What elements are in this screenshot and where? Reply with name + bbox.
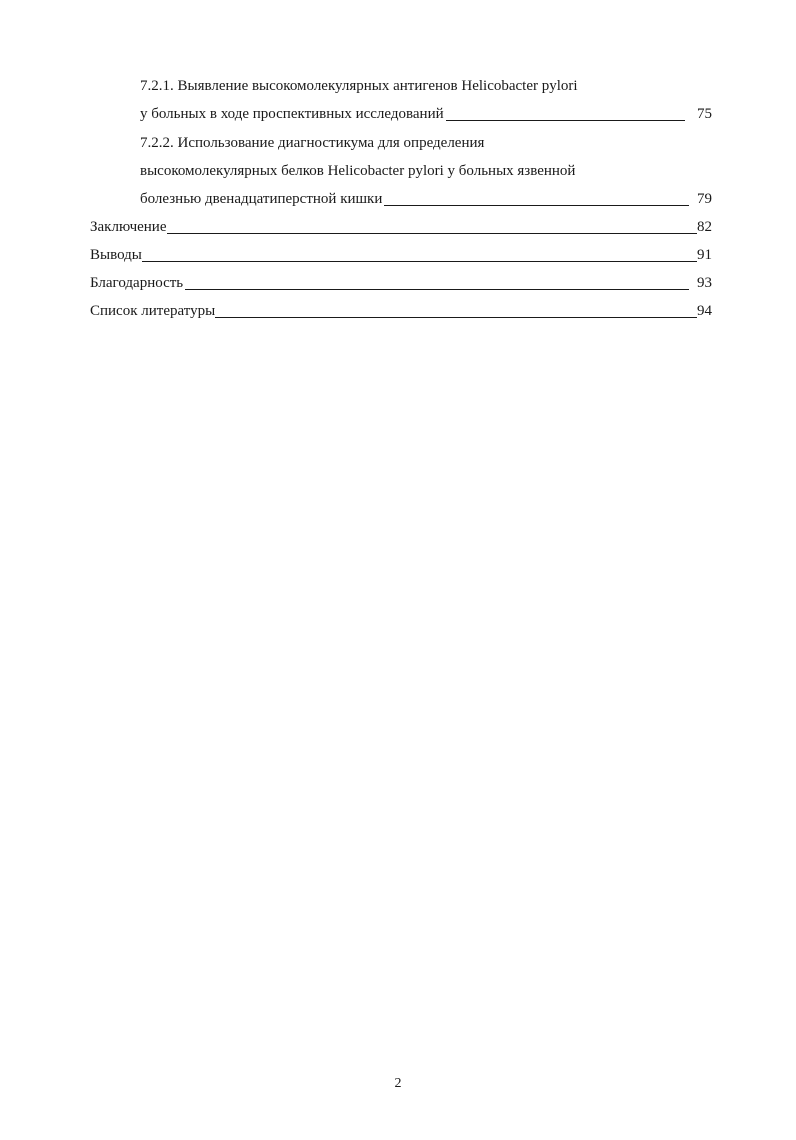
toc-page-number: 82 (697, 219, 712, 235)
toc-leader-line (384, 205, 689, 206)
toc-item-7-2-2-line1: 7.2.2. Использование диагностикума для определения (140, 135, 485, 151)
toc-leader-line (446, 120, 685, 121)
toc-page-number: 79 (697, 191, 712, 207)
toc-leader-line (215, 317, 697, 318)
page-number: 2 (394, 1076, 402, 1091)
toc-page-number: 94 (697, 303, 712, 319)
toc-leader-line (167, 233, 698, 234)
toc-item-findings[interactable] (90, 244, 712, 266)
toc-item-title: у больных в ходе проспективных исследований (140, 106, 444, 122)
toc-item-acknowledgements[interactable] (90, 272, 712, 294)
toc-page-number: 93 (697, 275, 712, 291)
toc-leader-line (142, 261, 697, 262)
toc-item-title: болезнью двенадцатиперстной кишки (140, 191, 383, 207)
toc-item-7-2-1[interactable] (140, 103, 712, 125)
toc-item-references[interactable] (90, 300, 712, 322)
toc-item-conclusion[interactable] (90, 216, 712, 238)
toc-item-7-2-1-line1: 7.2.1. Выявление высокомолекулярных антигенов Helicobacter pylori (140, 78, 578, 94)
toc-item-7-2-2-line2: высокомолекулярных белков Helicobacter pylori у больных язвенной (140, 163, 576, 179)
toc-item-title: Список литературы (90, 303, 216, 319)
toc-item-7-2-2[interactable] (140, 188, 712, 210)
toc-leader-line (185, 289, 689, 290)
toc-item-title: Заключение (90, 219, 167, 235)
toc-item-title: Благодарность (90, 275, 184, 291)
toc-page-number: 91 (697, 247, 712, 263)
toc-item-title: Выводы (90, 247, 142, 263)
toc-page-number: 75 (697, 106, 712, 122)
